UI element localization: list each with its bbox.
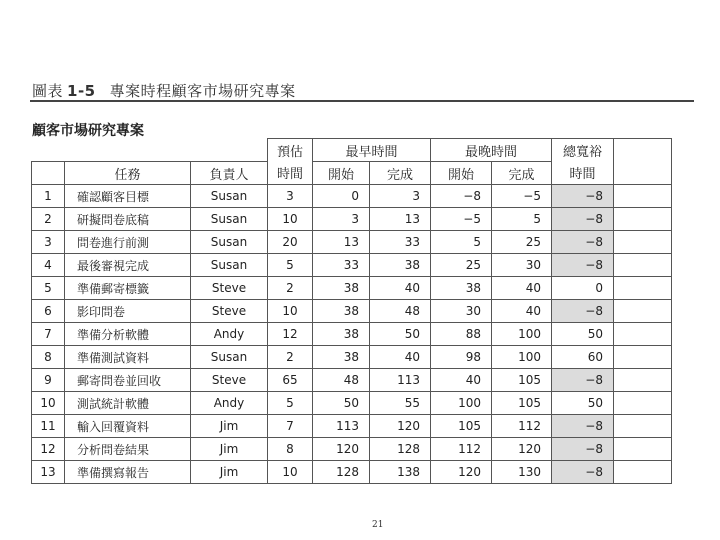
row-empty-cell [614, 323, 672, 346]
schedule-table [31, 138, 672, 484]
task-name: 準備測試資料 [65, 346, 191, 369]
row-index: 1 [32, 185, 65, 208]
table-row [32, 231, 672, 254]
earliest-start-value: 38 [313, 323, 370, 346]
task-name: 確認顧客目標 [65, 185, 191, 208]
table-row [32, 254, 672, 277]
row-empty-cell [614, 208, 672, 231]
row-empty-cell [614, 438, 672, 461]
latest-start-value: 40 [431, 369, 492, 392]
row-empty-cell [614, 369, 672, 392]
estimate-value: 8 [268, 438, 313, 461]
slack-value: 0 [552, 277, 614, 300]
table-row [32, 392, 672, 415]
row-index: 12 [32, 438, 65, 461]
row-index: 13 [32, 461, 65, 484]
table-row [32, 415, 672, 438]
earliest-finish-value: 113 [370, 369, 431, 392]
figure-label: 圖表 [32, 82, 64, 100]
header-earliest-finish: 完成 [370, 162, 431, 185]
estimate-value: 3 [268, 185, 313, 208]
task-name: 研擬問卷底稿 [65, 208, 191, 231]
row-empty-cell [614, 461, 672, 484]
owner-name: Susan [191, 231, 268, 254]
header-empty [614, 139, 672, 162]
earliest-start-value: 50 [313, 392, 370, 415]
row-index: 4 [32, 254, 65, 277]
earliest-start-value: 48 [313, 369, 370, 392]
latest-finish-value: 130 [492, 461, 552, 484]
estimate-value: 2 [268, 346, 313, 369]
header-latest: 最晚時間 [431, 139, 552, 162]
latest-start-value: 38 [431, 277, 492, 300]
latest-start-value: 120 [431, 461, 492, 484]
table-row [32, 438, 672, 461]
table-row [32, 300, 672, 323]
row-index: 2 [32, 208, 65, 231]
owner-name: Susan [191, 208, 268, 231]
table-row [32, 369, 672, 392]
header-task: 任務 [65, 162, 191, 185]
header-slack: 總寬裕 [552, 139, 614, 162]
figure-title [32, 80, 296, 101]
owner-name: Andy [191, 392, 268, 415]
row-index: 8 [32, 346, 65, 369]
earliest-start-value: 38 [313, 346, 370, 369]
row-index: 10 [32, 392, 65, 415]
task-name: 郵寄問卷並回收 [65, 369, 191, 392]
earliest-finish-value: 50 [370, 323, 431, 346]
row-empty-cell [614, 231, 672, 254]
section-title: 顧客市場研究專案 [32, 123, 144, 139]
header-latest-finish: 完成 [492, 162, 552, 185]
latest-finish-value: 25 [492, 231, 552, 254]
earliest-start-value: 128 [313, 461, 370, 484]
owner-name: Steve [191, 300, 268, 323]
task-name: 測試統計軟體 [65, 392, 191, 415]
slack-value: 60 [552, 346, 614, 369]
header-empty [614, 162, 672, 185]
task-name: 準備撰寫報告 [65, 461, 191, 484]
latest-start-value: 88 [431, 323, 492, 346]
earliest-start-value: 38 [313, 300, 370, 323]
earliest-finish-value: 33 [370, 231, 431, 254]
row-empty-cell [614, 346, 672, 369]
latest-start-value: 25 [431, 254, 492, 277]
header-index [32, 162, 65, 185]
slack-value: −8 [552, 461, 614, 484]
row-empty-cell [614, 277, 672, 300]
table-row [32, 277, 672, 300]
latest-start-value: 98 [431, 346, 492, 369]
estimate-value: 5 [268, 392, 313, 415]
header-latest-start: 開始 [431, 162, 492, 185]
slack-value: −8 [552, 415, 614, 438]
row-empty-cell [614, 300, 672, 323]
earliest-finish-value: 128 [370, 438, 431, 461]
owner-name: Susan [191, 346, 268, 369]
table-row [32, 323, 672, 346]
estimate-value: 10 [268, 208, 313, 231]
row-empty-cell [614, 254, 672, 277]
owner-name: Steve [191, 277, 268, 300]
earliest-finish-value: 55 [370, 392, 431, 415]
row-index: 3 [32, 231, 65, 254]
task-name: 影印問卷 [65, 300, 191, 323]
slack-value: 50 [552, 392, 614, 415]
header-blank [191, 139, 268, 162]
earliest-finish-value: 38 [370, 254, 431, 277]
owner-name: Susan [191, 185, 268, 208]
earliest-finish-value: 3 [370, 185, 431, 208]
figure-caption: 專案時程顧客市場研究專案 [109, 82, 296, 100]
slack-value: −8 [552, 231, 614, 254]
header-blank [32, 139, 65, 162]
table-row [32, 346, 672, 369]
slack-value: 50 [552, 323, 614, 346]
latest-start-value: 105 [431, 415, 492, 438]
row-index: 7 [32, 323, 65, 346]
earliest-finish-value: 120 [370, 415, 431, 438]
title-rule [30, 100, 694, 102]
page-number: 21 [372, 520, 384, 530]
owner-name: Andy [191, 323, 268, 346]
owner-name: Steve [191, 369, 268, 392]
row-empty-cell [614, 392, 672, 415]
header-estimate: 預估 [268, 139, 313, 162]
latest-finish-value: 100 [492, 346, 552, 369]
earliest-start-value: 33 [313, 254, 370, 277]
earliest-start-value: 3 [313, 208, 370, 231]
owner-name: Susan [191, 254, 268, 277]
slack-value: −8 [552, 185, 614, 208]
latest-finish-value: 40 [492, 277, 552, 300]
earliest-finish-value: 40 [370, 277, 431, 300]
estimate-value: 20 [268, 231, 313, 254]
row-index: 9 [32, 369, 65, 392]
owner-name: Jim [191, 438, 268, 461]
header-blank [65, 139, 191, 162]
slack-value: −8 [552, 208, 614, 231]
slack-value: −8 [552, 254, 614, 277]
latest-finish-value: 100 [492, 323, 552, 346]
estimate-value: 2 [268, 277, 313, 300]
estimate-value: 5 [268, 254, 313, 277]
latest-start-value: 100 [431, 392, 492, 415]
estimate-value: 12 [268, 323, 313, 346]
earliest-start-value: 0 [313, 185, 370, 208]
owner-name: Jim [191, 415, 268, 438]
earliest-start-value: 13 [313, 231, 370, 254]
header-earliest-start: 開始 [313, 162, 370, 185]
header-owner: 負責人 [191, 162, 268, 185]
earliest-finish-value: 40 [370, 346, 431, 369]
latest-finish-value: 105 [492, 392, 552, 415]
task-name: 準備分析軟體 [65, 323, 191, 346]
slack-value: −8 [552, 438, 614, 461]
owner-name: Jim [191, 461, 268, 484]
latest-start-value: −8 [431, 185, 492, 208]
table-row [32, 461, 672, 484]
task-name: 準備郵寄標籤 [65, 277, 191, 300]
earliest-start-value: 113 [313, 415, 370, 438]
estimate-value: 10 [268, 300, 313, 323]
earliest-start-value: 120 [313, 438, 370, 461]
header-estimate-2: 時間 [268, 162, 313, 185]
latest-finish-value: 112 [492, 415, 552, 438]
header-earliest: 最早時間 [313, 139, 431, 162]
row-index: 6 [32, 300, 65, 323]
row-index: 5 [32, 277, 65, 300]
latest-start-value: 5 [431, 231, 492, 254]
row-empty-cell [614, 185, 672, 208]
figure-number: 1-5 [67, 82, 96, 100]
row-empty-cell [614, 415, 672, 438]
slack-value: −8 [552, 369, 614, 392]
table-row [32, 185, 672, 208]
header-slack-2: 時間 [552, 162, 614, 185]
latest-finish-value: 105 [492, 369, 552, 392]
estimate-value: 10 [268, 461, 313, 484]
latest-finish-value: 40 [492, 300, 552, 323]
estimate-value: 7 [268, 415, 313, 438]
estimate-value: 65 [268, 369, 313, 392]
task-name: 問卷進行前測 [65, 231, 191, 254]
latest-finish-value: −5 [492, 185, 552, 208]
latest-start-value: 112 [431, 438, 492, 461]
latest-finish-value: 5 [492, 208, 552, 231]
latest-finish-value: 120 [492, 438, 552, 461]
task-name: 分析問卷結果 [65, 438, 191, 461]
row-index: 11 [32, 415, 65, 438]
task-name: 輸入回覆資料 [65, 415, 191, 438]
slack-value: −8 [552, 300, 614, 323]
earliest-finish-value: 48 [370, 300, 431, 323]
earliest-finish-value: 138 [370, 461, 431, 484]
header-row-1 [32, 139, 672, 162]
latest-finish-value: 30 [492, 254, 552, 277]
header-row-2 [32, 162, 672, 185]
table-row [32, 208, 672, 231]
task-name: 最後審視完成 [65, 254, 191, 277]
latest-start-value: −5 [431, 208, 492, 231]
latest-start-value: 30 [431, 300, 492, 323]
earliest-start-value: 38 [313, 277, 370, 300]
earliest-finish-value: 13 [370, 208, 431, 231]
